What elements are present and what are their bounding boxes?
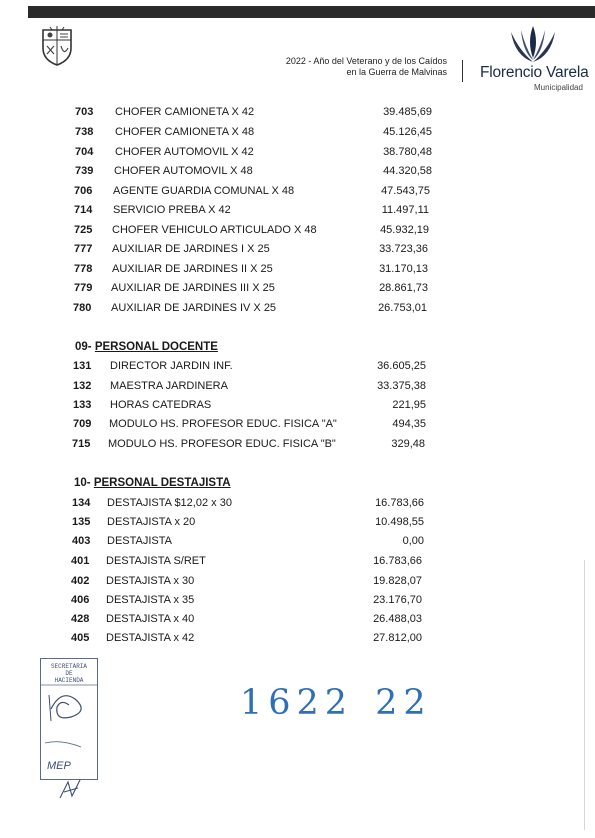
table-row [72,532,432,550]
row-description: HORAS CATEDRAS [110,399,212,411]
row-description: MODULO HS. PROFESOR EDUC. FISICA "A" [109,418,337,430]
table-row [74,201,434,219]
row-code: 403 [72,535,91,547]
row-amount: 11.497,11 [381,204,429,216]
row-amount: 33.723,36 [379,243,428,255]
table-row [75,103,435,121]
table-row [71,572,431,590]
row-description: DESTAJISTA $12,02 x 30 [107,497,232,509]
row-code: 703 [75,106,94,118]
year-motto [286,56,447,78]
row-code: 135 [72,516,91,528]
row-amount: 38.780,48 [383,146,432,158]
row-code: 401 [71,555,90,567]
row-description: MAESTRA JARDINERA [110,380,228,392]
row-description: CHOFER AUTOMOVIL X 42 [115,146,254,158]
row-code: 709 [73,418,92,430]
row-amount: 27.812,00 [373,632,422,644]
section-title: PERSONAL DESTAJISTA [93,477,231,489]
brand-name: Florencio Varela [480,64,589,81]
row-code: 778 [74,263,93,275]
row-description: AUXILIAR DE JARDINES I X 25 [112,243,270,255]
row-description: AUXILIAR DE JARDINES III X 25 [111,282,275,294]
row-description: CHOFER AUTOMOVIL X 48 [114,165,253,177]
table-row [74,279,434,297]
header-divider [462,60,463,82]
row-amount: 45.126,45 [383,126,432,138]
stamp-line-3: HACIENDA [54,677,84,684]
row-amount: 45.932,19 [380,224,429,236]
row-code: 134 [72,497,91,509]
row-amount: 33.375,38 [377,380,426,392]
table-row [74,240,434,258]
table-row [72,494,432,512]
stamp-line-2: DE [65,670,73,677]
row-code: 739 [75,165,94,177]
row-code: 706 [74,185,93,197]
section-title: PERSONAL DOCENTE [94,341,218,353]
row-description: AUXILIAR DE JARDINES II X 25 [112,263,273,275]
row-amount: 39.485,69 [383,106,432,118]
row-amount: 26.753,01 [378,302,427,314]
table-row [74,221,434,239]
row-code: 428 [71,613,90,625]
row-description: AUXILIAR DE JARDINES IV X 25 [111,302,277,314]
row-code: 738 [75,126,94,138]
table-row [75,162,435,180]
row-description: DESTAJISTA x 40 [106,613,195,625]
row-description: AGENTE GUARDIA COMUNAL X 48 [113,185,295,197]
row-amount: 19.828,07 [373,575,422,587]
row-amount: 31.170,13 [379,263,428,275]
table-row [73,377,433,395]
table-row [74,182,434,200]
section-number: 09- [75,341,92,353]
row-code: 714 [74,204,93,216]
row-amount: 329,48 [391,438,425,450]
motto-line-2: en la Guerra de Malvinas [346,67,447,77]
handwritten-mark-icon [58,778,88,800]
row-code: 131 [73,360,92,372]
file-number [240,683,432,723]
row-code: 779 [74,282,93,294]
row-description: SERVICIO PREBA X 42 [113,204,231,216]
row-code: 405 [71,632,90,644]
scan-edge-line [584,560,585,830]
row-code: 704 [75,146,94,158]
table-row [74,260,434,278]
row-description: DIRECTOR JARDIN INF. [110,360,233,372]
row-description: CHOFER VEHICULO ARTICULADO X 48 [112,224,317,236]
row-description: MODULO HS. PROFESOR EDUC. FISICA "B" [108,438,336,450]
row-amount: 16.783,66 [375,497,424,509]
brand-subtitle: Municipalidad [534,83,583,92]
table-row [75,123,435,141]
row-amount: 23.176,70 [373,594,422,606]
signature-icon [41,659,97,779]
row-description: CHOFER CAMIONETA X 42 [115,106,255,118]
row-code: 402 [71,575,90,587]
table-row [71,552,431,570]
table-row [73,299,433,317]
table-row [72,435,432,453]
row-code: 777 [74,243,93,255]
row-description: DESTAJISTA [107,535,172,547]
table-row [73,357,433,375]
stamp-line-1: SECRETARIA [50,663,87,670]
row-code: 406 [71,594,90,606]
row-code: 715 [72,438,91,450]
table-row [72,513,432,531]
row-description: DESTAJISTA x 42 [106,632,195,644]
section-heading-destajista [74,474,231,492]
row-amount: 10.498,55 [375,516,424,528]
row-code: 133 [73,399,92,411]
row-amount: 16.783,66 [373,555,422,567]
row-code: 725 [74,224,93,236]
row-code: 780 [73,302,92,314]
file-number-year: 22 [375,683,432,723]
row-description: DESTAJISTA x 20 [107,516,196,528]
row-amount: 44.320,58 [383,165,432,177]
table-row [71,591,431,609]
row-amount: 26.488,03 [373,613,422,625]
row-amount: 36.605,25 [377,360,426,372]
section-heading-docente [75,338,218,356]
stamp-initials: MEP [47,760,71,772]
table-row [71,629,431,647]
table-row [75,143,435,161]
file-number-value: 1622 [240,683,354,723]
row-description: DESTAJISTA x 35 [106,594,195,606]
row-amount: 47.543,75 [381,185,430,197]
section-number: 10- [74,477,91,489]
row-description: CHOFER CAMIONETA X 48 [115,126,255,138]
secretaria-stamp [40,658,98,780]
row-amount: 221,95 [392,399,426,411]
municipal-crest-icon [40,26,74,66]
florencio-varela-logo-icon [505,26,561,66]
row-code: 132 [73,380,92,392]
table-row [73,415,433,433]
row-amount: 0,00 [402,535,424,547]
row-amount: 494,35 [392,418,426,430]
row-description: DESTAJISTA x 30 [106,575,195,587]
table-row [73,396,433,414]
row-amount: 28.861,73 [379,282,428,294]
table-row [71,610,431,628]
row-description: DESTAJISTA S/RET [106,555,206,567]
scan-top-bar [28,6,595,18]
motto-line-1: 2022 - Año del Veterano y de los Caídos [285,56,447,66]
